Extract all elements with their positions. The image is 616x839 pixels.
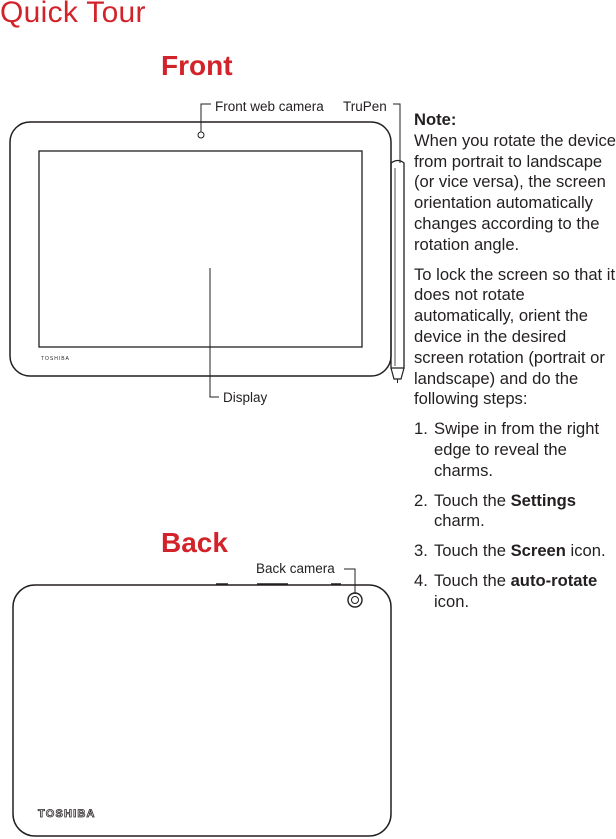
step-bold: auto-rotate — [510, 570, 598, 590]
list-item — [414, 571, 616, 613]
back-tablet — [13, 569, 391, 836]
step-text: Swipe in from the right edge to reveal the charms. — [434, 419, 600, 480]
back-camera-label: Back camera — [256, 561, 335, 576]
steps-list — [414, 419, 616, 612]
step-number: 2. — [414, 490, 428, 510]
front-heading: Front — [161, 50, 233, 81]
trupen-label: TruPen — [343, 99, 387, 114]
page-title: Quick Tour — [0, 0, 146, 29]
note-text-1: When you rotate the device from portrait to landscape (or vice versa), the screen orientation automatically changes according to the rotation angle. — [414, 130, 616, 254]
trupen-stylus — [391, 161, 404, 384]
step-bold: Screen — [510, 541, 566, 561]
step-bold: Settings — [510, 490, 577, 510]
list-item — [414, 419, 616, 481]
front-camera-label: Front web camera — [215, 99, 324, 114]
step-text-end: charm. — [434, 511, 485, 531]
step-text: Touch the — [434, 490, 511, 510]
note-paragraph-1 — [414, 110, 616, 256]
step-text: Touch the — [434, 570, 511, 590]
front-camera-lens — [198, 132, 204, 138]
list-item — [414, 541, 616, 562]
list-item — [414, 491, 616, 533]
note-heading: Note: — [414, 110, 457, 129]
note-paragraph-2: To lock the screen so that it does not rotate automatically, orient the device in the desired screen rotation (portrait or landscape) and do the following steps: — [414, 264, 616, 409]
note-box — [414, 110, 616, 622]
step-number: 4. — [414, 570, 428, 590]
front-tablet — [10, 104, 404, 397]
step-number: 3. — [414, 541, 428, 561]
back-camera-lens — [348, 593, 362, 607]
back-logo: TOSHIBA — [38, 808, 96, 820]
step-text: Touch the — [434, 541, 511, 561]
display-label: Display — [223, 390, 268, 405]
step-number: 1. — [414, 419, 428, 439]
step-text-end: icon. — [434, 591, 470, 611]
back-heading: Back — [161, 527, 228, 558]
front-logo: TOSHIBA — [41, 356, 70, 362]
step-text-end: icon. — [565, 541, 606, 561]
